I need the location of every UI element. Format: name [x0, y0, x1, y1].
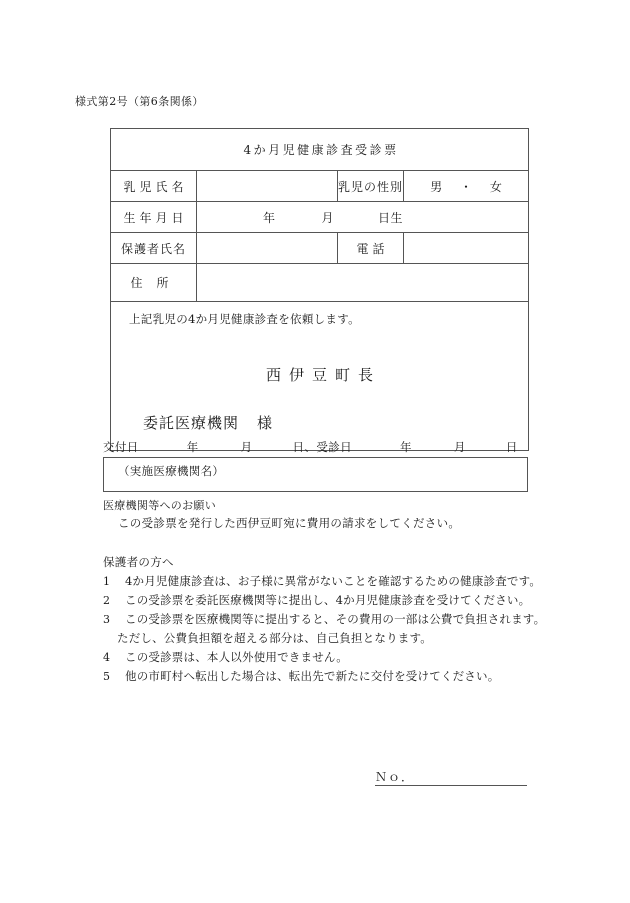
birthdate-inline: [197, 209, 403, 226]
list-item-text: 4か月児健康診査は、お子様に異常がないことを確認するための健康診査です。: [125, 574, 542, 588]
address-label: 住所: [111, 264, 197, 302]
document-number-field[interactable]: [375, 768, 527, 786]
list-item-number: 5: [103, 670, 111, 683]
list-item-text: この受診票を委託医療機関等に提出し、4か月児健康診査を受けてください。: [125, 593, 531, 607]
list-item: [103, 572, 543, 591]
guardian-notes-list: [103, 572, 546, 686]
infant-name-label: 乳児氏名: [111, 171, 197, 202]
infant-sex-label: 乳児の性別: [338, 171, 404, 202]
infant-name-field[interactable]: [197, 171, 338, 202]
table-row-birthdate: [111, 202, 529, 233]
guardian-name-label: 保護者氏名: [111, 233, 197, 264]
list-item-text: この受診票は、本人以外使用できません。: [125, 650, 348, 664]
table-row-infant-name: [111, 171, 529, 202]
list-item-continuation: ただし、公費負担額を超える部分は、自己負担となります。: [117, 631, 432, 645]
list-item-text: 他の市町村へ転出した場合は、転出先で新たに交付を受けてください。: [125, 669, 500, 683]
exam-day-unit: 日: [505, 440, 518, 454]
main-form-table: [110, 128, 529, 451]
issue-year-unit: 年: [186, 440, 199, 454]
birth-month-unit: 月: [321, 210, 335, 225]
issue-exam-date-line: [103, 439, 518, 455]
exam-year-unit: 年: [400, 440, 412, 454]
list-item-number: 1: [103, 575, 111, 588]
institution-notes-heading: 医療機関等へのお願い: [103, 499, 216, 512]
contracted-institution-line: [143, 412, 273, 433]
birthdate-label: 生年月日: [111, 202, 197, 233]
institution-notes-body: この受診票を発行した西伊豆町宛に費用の請求をしてください。: [118, 516, 461, 530]
phone-label: 電話: [338, 233, 404, 264]
list-item: [103, 591, 543, 610]
list-item-number: 4: [103, 651, 111, 664]
form-title: [111, 129, 529, 171]
list-item: [103, 667, 543, 686]
table-row-address: [111, 264, 529, 302]
form-number-caption: 様式第2号（第6条関係）: [75, 95, 204, 108]
address-field[interactable]: [197, 264, 529, 302]
honorific-sama: 様: [257, 414, 274, 432]
issue-date-label: 交付日: [103, 440, 139, 454]
list-item: [103, 648, 543, 667]
issue-day-unit: 日、受診日: [292, 440, 353, 454]
list-item-number: 3: [103, 613, 111, 626]
birthdate-field[interactable]: [197, 202, 529, 233]
contracted-institution-label: 委託医療機関: [143, 414, 240, 432]
phone-field[interactable]: [404, 233, 529, 264]
document-number-label: Ｎｏ．: [375, 770, 415, 784]
birth-year-unit: 年: [263, 210, 276, 225]
list-item: [103, 610, 546, 629]
guardian-name-field[interactable]: [197, 233, 338, 264]
request-statement: 上記乳児の4か月児健康診査を依頼します。: [129, 312, 360, 326]
issue-month-unit: 月: [240, 440, 253, 454]
list-item-text: この受診票を医療機関等に提出すると、その費用の一部は公費で負担されます。: [125, 612, 546, 626]
facility-name-box[interactable]: [103, 457, 528, 492]
form-title-text: 4か月児健康診査受診票: [243, 143, 399, 157]
table-row-title: [111, 129, 529, 171]
list-item-number: 2: [103, 594, 111, 607]
table-row-request: [111, 302, 529, 451]
birth-day-unit: 日生: [378, 210, 404, 225]
facility-name-label: （実施医療機関名）: [118, 464, 225, 478]
infant-sex-options[interactable]: 男 ・ 女: [404, 171, 529, 202]
table-row-guardian: [111, 233, 529, 264]
exam-month-unit: 月: [453, 440, 466, 454]
mayor-name: 西伊豆町長: [266, 366, 382, 384]
guardian-notes-heading: 保護者の方へ: [103, 555, 174, 569]
request-block: [111, 302, 529, 451]
